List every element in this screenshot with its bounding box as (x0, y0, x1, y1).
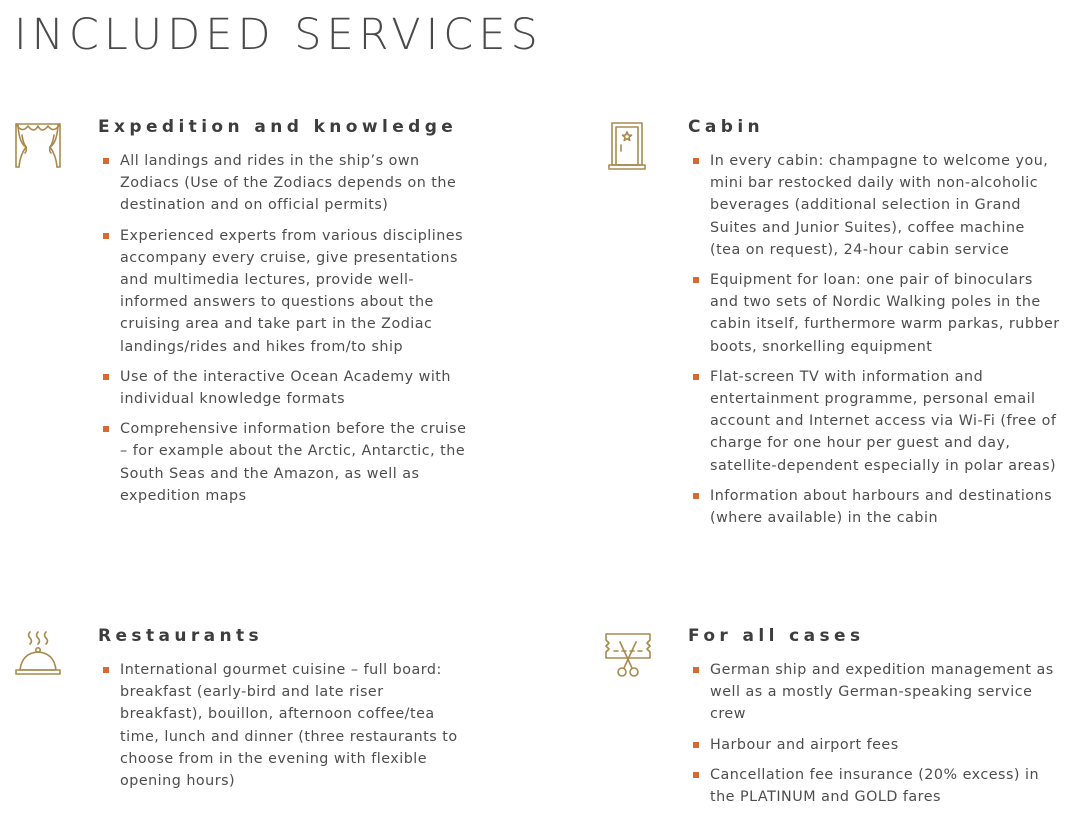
list-item: Harbour and airport fees (688, 734, 1060, 756)
bullet-icon (693, 742, 699, 748)
page-title: INCLUDED SERVICES (14, 10, 543, 60)
bullet-icon (103, 233, 109, 239)
bullet-icon (693, 158, 699, 164)
services-list (98, 659, 470, 800)
list-item: All landings and rides in the ship’s own Zodiacs (Use of the Zodiacs depends on the destination and on official permits) (98, 150, 470, 217)
bullet-icon (103, 158, 109, 164)
theater-curtain-icon (14, 121, 62, 173)
services-list (688, 659, 1060, 816)
list-item: Equipment for loan: one pair of binoculars and two sets of Nordic Walking poles in the cabin itself, furthermore warm parkas, rubber boots, snorkelling equipment (688, 269, 1060, 358)
list-item: International gourmet cuisine – full board: breakfast (early-bird and late riser breakfast), bouillon, afternoon coffee/tea time, lunch and dinner (three restaurants to choose from in the evening with flexible opening hours) (98, 659, 470, 792)
bullet-icon (103, 426, 109, 432)
cloche-icon (14, 630, 62, 682)
list-item: Flat-screen TV with information and entertainment programme, personal email account and Internet access via Wi-Fi (free of charge for one hour per guest and day, satellite-dependent especially in polar areas) (688, 366, 1060, 477)
section-title: Expedition and knowledge (98, 117, 458, 137)
section-title: For all cases (688, 626, 865, 646)
list-item: In every cabin: champagne to welcome you, mini bar restocked daily with non-alcoholic beverages (additional selection in Grand Suites and Junior Suites), coffee machine (tea on request), 24-hour cabin service (688, 150, 1060, 261)
list-item: Comprehensive information before the cruise – for example about the Arctic, Antarctic, the South Seas and the Amazon, as well as expedition maps (98, 418, 470, 507)
ticket-scissors-icon (604, 630, 652, 682)
bullet-icon (693, 667, 699, 673)
bullet-icon (693, 277, 699, 283)
bullet-icon (103, 667, 109, 673)
services-list (688, 150, 1060, 537)
list-item: Cancellation fee insurance (20% excess) in the PLATINUM and GOLD fares (688, 764, 1060, 808)
cabin-door-icon (604, 121, 652, 173)
services-list (98, 150, 470, 515)
list-item: Experienced experts from various disciplines accompany every cruise, give presentations and multimedia lectures, provide well-informed answers to questions about the cruising area and take part in the Zodiac landings/rides and hikes from/to ship (98, 225, 470, 358)
list-item: German ship and expedition management as well as a mostly German-speaking service crew (688, 659, 1060, 726)
list-item: Information about harbours and destinations (where available) in the cabin (688, 485, 1060, 529)
section-title: Restaurants (98, 626, 264, 646)
bullet-icon (693, 374, 699, 380)
bullet-icon (693, 772, 699, 778)
list-item: Use of the interactive Ocean Academy with individual knowledge formats (98, 366, 470, 410)
bullet-icon (103, 374, 109, 380)
section-title: Cabin (688, 117, 765, 137)
bullet-icon (693, 493, 699, 499)
